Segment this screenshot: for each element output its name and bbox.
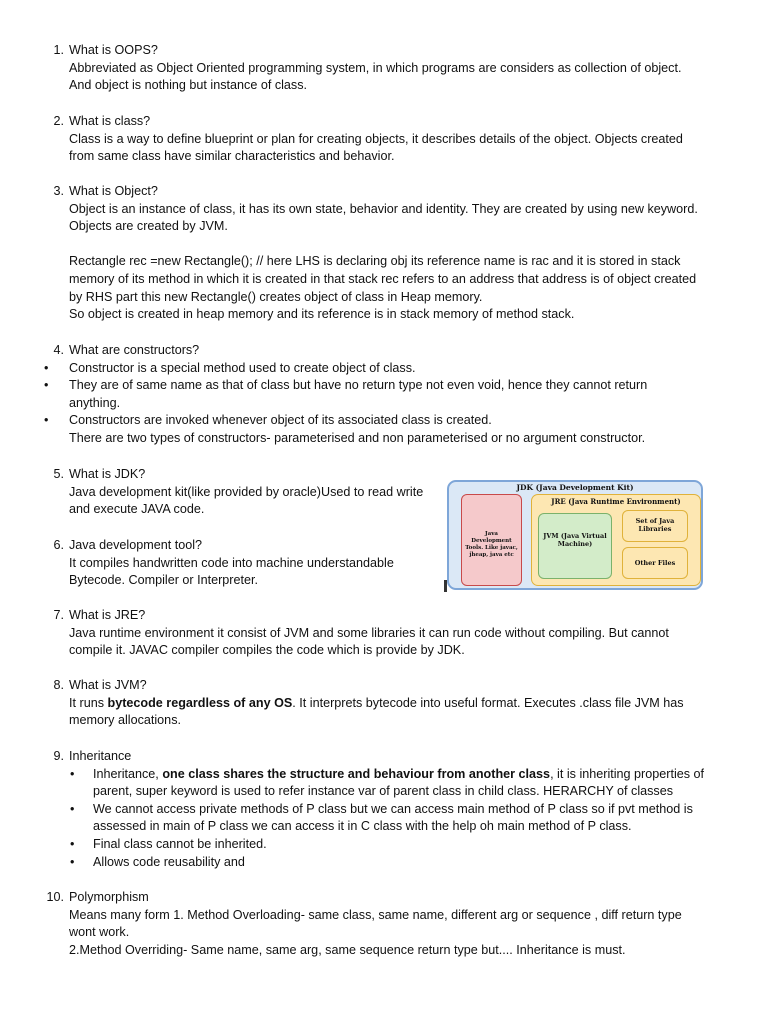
bullet-line: Constructor is a special method used to create object of class. [69, 360, 416, 375]
java-libraries-label: Set of Java Libraries [635, 517, 675, 533]
jre-title: JRE (Java Runtime Environment) [551, 497, 681, 506]
answer-line: from same class have similar characteristics and behavior. [69, 149, 395, 164]
bullet-dot: • [44, 378, 49, 393]
bold-phrase: one class shares the structure and behaviour from another class [162, 766, 551, 781]
question: What are constructors? [69, 343, 200, 357]
bullet-dot: • [44, 360, 49, 375]
bullet-line: We cannot access private methods of P class but we can access main method of P class so if pvt method is [93, 801, 693, 816]
question: What is JRE? [69, 608, 146, 622]
item-number: 10. [46, 890, 64, 904]
question: What is Object? [69, 184, 158, 198]
answer-line: 2.Method Overriding- Same name, same arg, same sequence return type but.... Inheritance is must. [69, 942, 626, 957]
item-number: 2. [53, 114, 64, 128]
dev-tools-label: Java Development Tools. Like javac, jheap, java etc [465, 531, 518, 558]
question: What is JVM? [69, 678, 147, 692]
item-number: 7. [53, 608, 64, 622]
bullet-line: anything. [69, 395, 121, 410]
jvm-label: JVM (Java Virtual Machine) [543, 532, 607, 548]
answer-line: Class is a way to define blueprint or plan for creating objects, it describes details of the object. Objects created [69, 131, 683, 146]
jre-box [531, 494, 701, 586]
answer-line: Bytecode. Compiler or Interpreter. [69, 573, 258, 588]
answer-line: wont work. [69, 925, 130, 940]
answer-line: Java development kit(like provided by oracle)Used to read write [69, 484, 424, 499]
answer-line: Java runtime environment it consist of JVM and some libraries it can run code without compiling. But cannot [69, 625, 669, 640]
jdk-diagram [444, 480, 706, 594]
answer-line: Means many form 1. Method Overloading- same class, same name, different arg or sequence , diff return type [69, 907, 682, 922]
answer-line: and execute JAVA code. [69, 502, 205, 517]
item-number: 9. [53, 749, 64, 763]
bullet-line: Inheritance, one class shares the structure and behaviour from another class, it is inheriting properties of [93, 766, 705, 781]
answer-line: Object is an instance of class, it has its own state, behavior and identity. They are created by using new keyword. [69, 201, 698, 216]
item-number: 8. [53, 678, 64, 692]
bullet-line: assessed in main of P class we can access it in C class with the help oh main method of P class. [93, 819, 632, 834]
item-number: 5. [53, 467, 64, 481]
item-number: 4. [53, 343, 64, 357]
jvm-box [538, 513, 612, 579]
question: What is JDK? [69, 467, 146, 481]
dev-tools-box [461, 494, 522, 586]
answer-line: So object is created in heap memory and its reference is in stack memory of method stack. [69, 307, 575, 322]
jdk-title: JDK (Java Development Kit) [516, 483, 634, 492]
item-number: 6. [53, 538, 64, 552]
question: What is OOPS? [69, 43, 158, 57]
question: Inheritance [69, 749, 132, 763]
bullet-dot: • [70, 854, 75, 869]
bullet-line: Allows code reusability and [93, 854, 245, 869]
bullet-line: There are two types of constructors- parameterised and non parameterised or no argument constructor. [69, 430, 646, 445]
answer-line: And object is nothing but instance of class. [69, 78, 308, 93]
bullet-line: They are of same name as that of class but have no return type not even void, hence they cannot return [69, 378, 648, 393]
bullet-dot: • [70, 766, 75, 781]
answer-line: Rectangle rec =new Rectangle(); // here LHS is declaring obj its reference name is rac and it is stored in stack [69, 254, 681, 269]
bullet-line: parent, super keyword is used to refer instance var of parent class in child class. HERARCHY of classes [93, 784, 674, 799]
question: Polymorphism [69, 890, 149, 904]
other-files-box [622, 547, 688, 579]
bullet-line: Final class cannot be inherited. [93, 836, 267, 851]
bold-phrase: bytecode regardless of any OS [107, 695, 293, 710]
answer-line: It runs bytecode regardless of any OS. It interprets bytecode into useful format. Executes .class file JVM has [69, 695, 684, 710]
answer-line: It compiles handwritten code into machine understandable [69, 555, 394, 570]
answer-line: memory of its method in which it is created in that stack rec refers to an address that address is of object created [69, 271, 697, 286]
bullet-dot: • [70, 837, 75, 851]
item-number: 3. [53, 184, 64, 198]
answer-line: Objects are created by JVM. [69, 219, 228, 234]
answer-line: compile it. JAVAC compiler compiles the code which is provide by JDK. [69, 643, 465, 658]
jdk-box [447, 480, 703, 590]
java-libraries-box [622, 510, 688, 542]
bullet-dot: • [44, 413, 49, 428]
bullet-line: Constructors are invoked whenever object of its associated class is created. [69, 413, 492, 428]
question: What is class? [69, 114, 151, 128]
item-number: 1. [53, 43, 64, 57]
answer-line: Abbreviated as Object Oriented programming system, in which programs are considers as collection of object. [69, 60, 682, 75]
other-files-label: Other Files [634, 559, 676, 567]
bullet-dot: • [70, 801, 75, 816]
answer-line: by RHS part this new Rectangle() creates object of class in Heap memory. [69, 289, 483, 304]
answer-line: memory allocations. [69, 713, 181, 728]
question: Java development tool? [69, 538, 203, 552]
